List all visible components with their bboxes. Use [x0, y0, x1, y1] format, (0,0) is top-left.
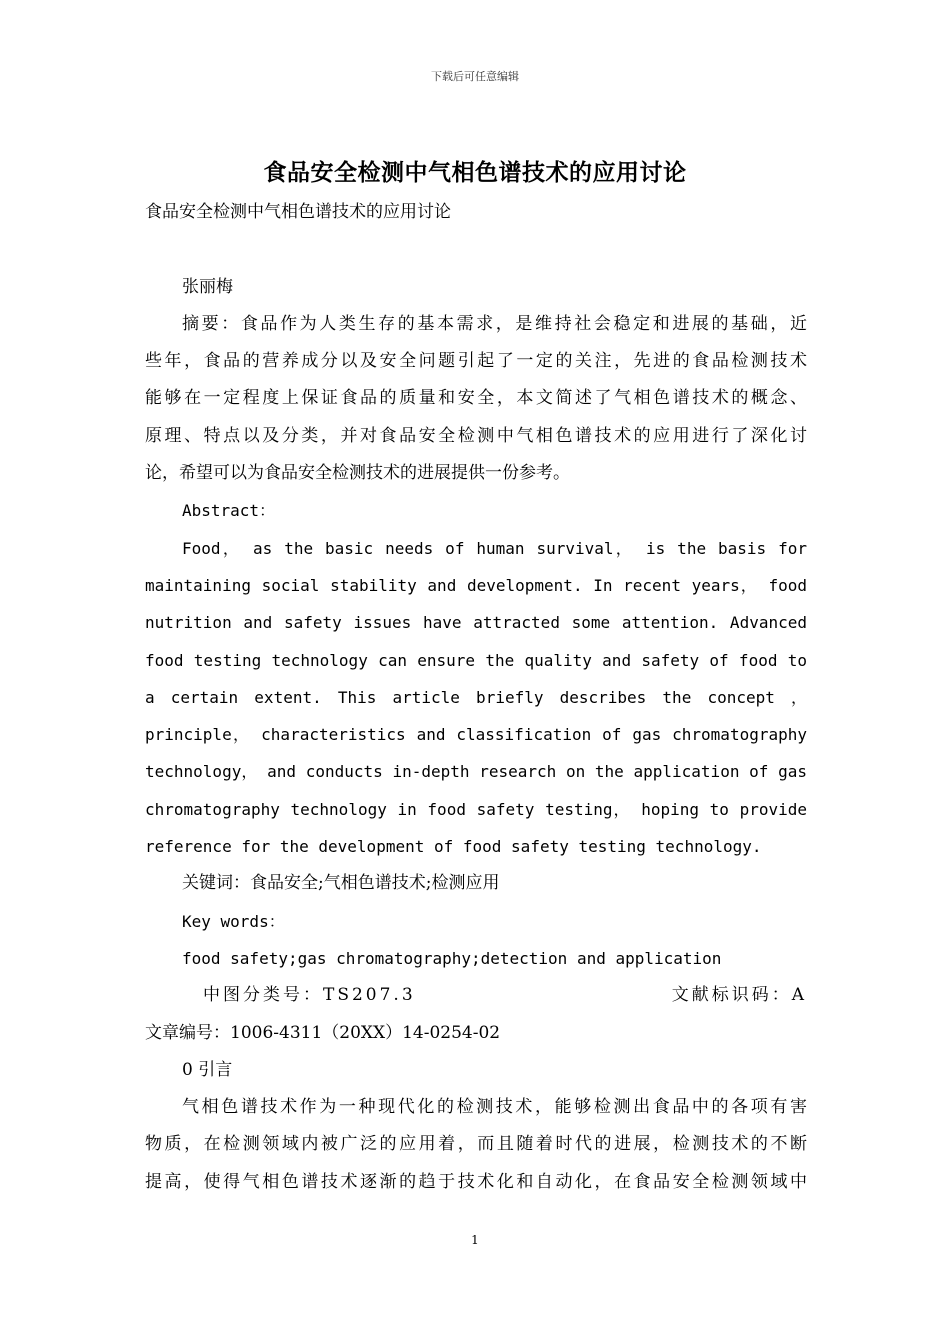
abstract-en-line: food testing technology can ensure the quality and safety of food to [145, 650, 807, 670]
header-note: 下载后可任意编辑 [431, 70, 519, 83]
blank-line [145, 231, 807, 268]
document-title: 食品安全检测中气相色谱技术的应用讨论 [263, 159, 687, 186]
abstract-en-label: Abstract： [182, 501, 276, 521]
keywords-en: food safety;gas chromatography;detection and application [182, 948, 722, 968]
intro-line: 物质，在检测领域内被广泛的应用着，而且随着时代的进展，检测技术的不断 [145, 1134, 807, 1155]
author: 张丽梅 [182, 276, 233, 297]
abstract-en-line: a certain extent. This article briefly describes the concept ， [145, 687, 807, 707]
article-number: 文章编号：1006-4311（20XX）14-0254-02 [145, 1022, 501, 1043]
intro-line: 气相色谱技术作为一种现代化的检测技术，能够检测出食品中的各项有害 [182, 1097, 807, 1118]
abstract-cn [145, 306, 807, 492]
section-heading: 0 引言 [182, 1059, 233, 1080]
abstract-en-line: Food， as the basic needs of human survival， is the basis for [182, 538, 807, 558]
abstract-en-line: technology， and conducts in-depth research on the application of gas [145, 762, 807, 782]
page-number: 1 [471, 1233, 479, 1247]
abstract-en-line: chromatography technology in food safety testing， hoping to provide [145, 799, 807, 819]
abstract-en-line: maintaining social stability and development. In recent years， food [145, 575, 807, 595]
abstract-cn-line: 论，希望可以为食品安全检测技术的进展提供一份参考。 [145, 463, 570, 484]
abstract-cn-line: 些年，食品的营养成分以及安全问题引起了一定的关注，先进的食品检测技术 [145, 351, 807, 372]
abstract-en-line: nutrition and safety issues have attracted some attention. Advanced [145, 613, 807, 633]
abstract-en-line: principle， characteristics and classification of gas chromatography [145, 725, 807, 745]
abstract-cn-line: 原理、特点以及分类，并对食品安全检测中气相色谱技术的应用进行了深化讨 [145, 425, 807, 446]
abstract-cn-line: 摘要：食品作为人类生存的基本需求，是维持社会稳定和进展的基础，近 [182, 313, 807, 334]
keywords-en-label: Key words： [182, 911, 285, 931]
keywords-cn: 关键词：食品安全;气相色谱技术;检测应用 [182, 873, 500, 894]
abstract-en [145, 530, 807, 866]
document-body [145, 194, 807, 1201]
clc-number: 中图分类号：TS207.3 [203, 985, 416, 1006]
intro-paragraph [145, 1089, 807, 1201]
subtitle: 食品安全检测中气相色谱技术的应用讨论 [145, 202, 451, 222]
abstract-en-line: reference for the development of food safety testing technology. [145, 837, 762, 857]
intro-line: 提高，使得气相色谱技术逐渐的趋于技术化和自动化，在食品安全检测领域中 [145, 1171, 807, 1192]
doc-code: 文献标识码：A [671, 985, 807, 1006]
abstract-cn-line: 能够在一定程度上保证食品的质量和安全，本文简述了气相色谱技术的概念、 [145, 388, 807, 409]
classification-row [145, 977, 807, 1014]
